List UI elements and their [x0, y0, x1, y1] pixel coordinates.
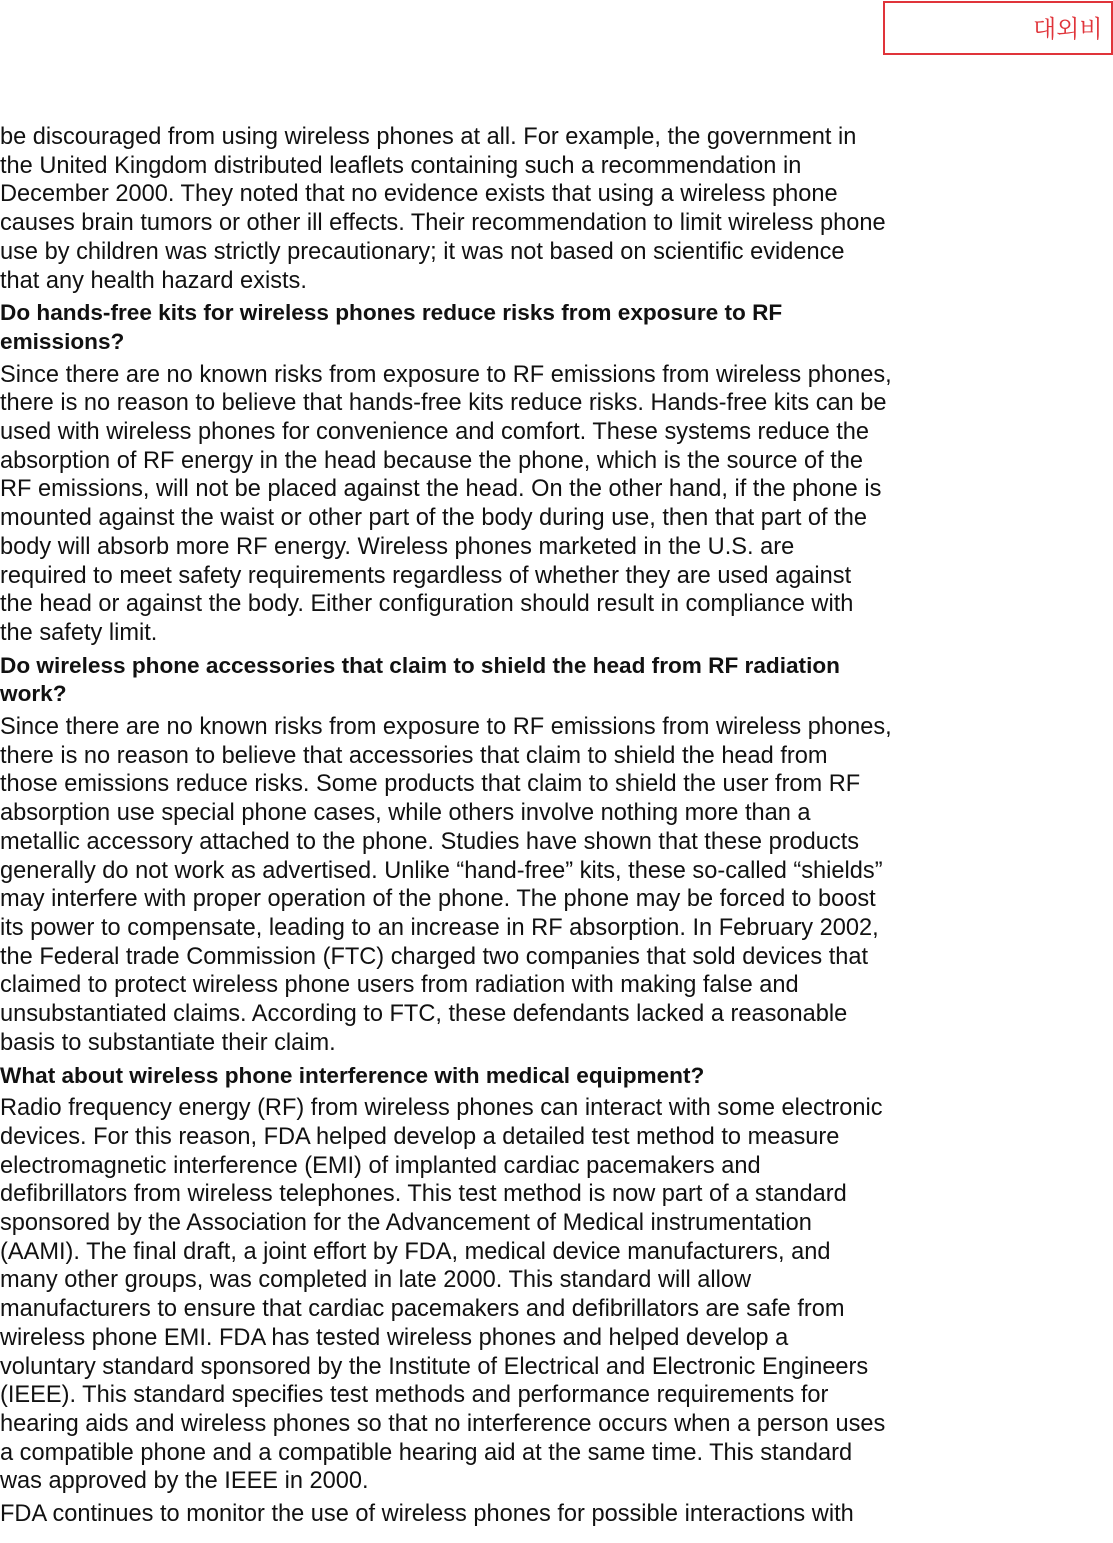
text-line: may interfere with proper operation of the phone. The phone may be forced to boost	[0, 886, 876, 913]
text-line: December 2000. They noted that no evidence exists that using a wireless phone	[0, 181, 838, 208]
text-line: (AAMI). The final draft, a joint effort by FDA, medical device manufacturers, and	[0, 1238, 831, 1265]
text-line: wireless phone EMI. FDA has tested wireless phones and helped develop a	[0, 1324, 789, 1351]
text-line: the United Kingdom distributed leaflets containing such a recommendation in	[0, 152, 802, 179]
text-line: voluntary standard sponsored by the Institute of Electrical and Electronic Engineers	[0, 1353, 869, 1380]
text-line: those emissions reduce risks. Some products that claim to shield the user from RF	[0, 771, 861, 798]
text-line: RF emissions, will not be placed against the head. On the other hand, if the phone is	[0, 476, 882, 503]
text-line: claimed to protect wireless phone users from radiation with making false and	[0, 972, 799, 999]
paragraph-shield-accessories	[0, 713, 960, 1057]
text-line: basis to substantiate their claim.	[0, 1029, 336, 1056]
text-line: unsubstantiated claims. According to FTC, these defendants lacked a reasonable	[0, 1001, 848, 1028]
text-line: Since there are no known risks from exposure to RF emissions from wireless phones,	[0, 714, 892, 741]
text-line: required to meet safety requirements regardless of whether they are used against	[0, 562, 852, 589]
text-line: the Federal trade Commission (FTC) charged two companies that sold devices that	[0, 943, 869, 970]
text-line: the head or against the body. Either configuration should result in compliance with	[0, 591, 854, 618]
paragraph-fda-monitoring	[0, 1500, 960, 1529]
text-line: a compatible phone and a compatible hearing aid at the same time. This standard	[0, 1439, 853, 1466]
text-line: that any health hazard exists.	[0, 267, 307, 294]
heading-shield-accessories	[0, 652, 960, 709]
text-line: there is no reason to believe that accessories that claim to shield the head from	[0, 742, 828, 769]
heading-medical-interference	[0, 1062, 960, 1091]
text-line: devices. For this reason, FDA helped develop a detailed test method to measure	[0, 1123, 840, 1150]
heading-line: Do hands-free kits for wireless phones reduce risks from exposure to RF	[0, 300, 783, 326]
paragraph-children-precaution	[0, 123, 960, 295]
heading-line: work?	[0, 681, 67, 707]
text-line: there is no reason to believe that hands-free kits reduce risks. Hands-free kits can be	[0, 390, 887, 417]
heading-line: emissions?	[0, 328, 125, 354]
text-line: absorption of RF energy in the head because the phone, which is the source of the	[0, 447, 864, 474]
text-line: the safety limit.	[0, 619, 158, 646]
text-line: electromagnetic interference (EMI) of implanted cardiac pacemakers and	[0, 1152, 761, 1179]
text-line: sponsored by the Association for the Advancement of Medical instrumentation	[0, 1210, 812, 1237]
text-line: mounted against the waist or other part of the body during use, then that part of the	[0, 505, 867, 532]
text-line: its power to compensate, leading to an increase in RF absorption. In February 2002,	[0, 914, 879, 941]
text-line: hearing aids and wireless phones so that no interference occurs when a person uses	[0, 1410, 886, 1437]
text-line: FDA continues to monitor the use of wireless phones for possible interactions with	[0, 1501, 854, 1528]
text-line: metallic accessory attached to the phone. Studies have shown that these products	[0, 828, 860, 855]
text-line: generally do not work as advertised. Unlike “hand-free” kits, these so-called “shields”	[0, 857, 883, 884]
text-line: causes brain tumors or other ill effects. Their recommendation to limit wireless phone	[0, 210, 886, 237]
paragraph-medical-interference	[0, 1094, 960, 1496]
text-line: (IEEE). This standard specifies test methods and performance requirements for	[0, 1382, 829, 1409]
text-line: was approved by the IEEE in 2000.	[0, 1468, 369, 1495]
text-line: use by children was strictly precautionary; it was not based on scientific evidence	[0, 238, 845, 265]
heading-line: Do wireless phone accessories that claim to shield the head from RF radiation	[0, 652, 840, 678]
text-line: absorption use special phone cases, while others involve nothing more than a	[0, 800, 811, 827]
text-line: used with wireless phones for convenience and comfort. These systems reduce the	[0, 419, 870, 446]
text-line: body will absorb more RF energy. Wireless phones marketed in the U.S. are	[0, 533, 795, 560]
heading-line: What about wireless phone interference with medical equipment?	[0, 1062, 705, 1088]
paragraph-hands-free-kits	[0, 361, 960, 648]
text-line: defibrillators from wireless telephones. This test method is now part of a standard	[0, 1181, 847, 1208]
text-line: Since there are no known risks from exposure to RF emissions from wireless phones,	[0, 361, 892, 388]
text-line: be discouraged from using wireless phones at all. For example, the government in	[0, 124, 857, 150]
confidential-stamp	[883, 1, 1113, 55]
text-line: many other groups, was completed in late 2000. This standard will allow	[0, 1267, 752, 1294]
text-line: manufacturers to ensure that cardiac pacemakers and defibrillators are safe from	[0, 1296, 845, 1323]
heading-hands-free-kits	[0, 299, 960, 356]
document-body	[0, 123, 960, 1533]
stamp-text: 대외비	[1033, 15, 1103, 43]
text-line: Radio frequency energy (RF) from wireless phones can interact with some electronic	[0, 1095, 883, 1122]
